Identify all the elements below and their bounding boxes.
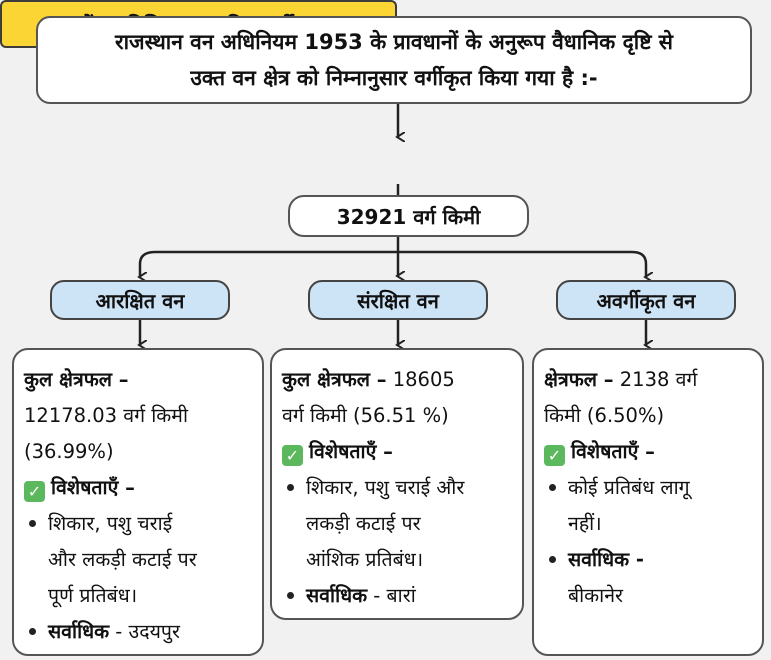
intro-line-2: उक्त वन क्षेत्र को निम्नानुसार वर्गीकृत किया गया है :- [190,66,598,90]
feature-item: शिकार, पशु चराई और लकड़ी कटाई पर आंशिक प्रतिबंध। [306,470,512,578]
feature-item: शिकार, पशु चराई और लकड़ी कटाई पर पूर्ण प्रतिबंध। [48,506,252,614]
feature-item: कोई प्रतिबंध लागू नहीं। [568,470,752,542]
area-percent: (36.99%) [24,440,114,463]
area-percent: किमी (6.50%) [544,404,665,427]
intro-line-1: राजस्थान वन अधिनियम 1953 के प्रावधानों के अनुरूप वैधानिक दृष्टि से [114,30,673,54]
branch-right [398,252,646,277]
max-label: सर्वाधिक [48,620,110,643]
card-unclassified-forest [532,348,764,656]
category-unclassified-forest: अवर्गीकृत वन [556,280,736,320]
max-item [568,542,752,614]
area-value: 2138 वर्ग [619,368,698,391]
total-area-box: 32921 वर्ग किमी [288,195,529,237]
intro-box [36,16,752,104]
check-icon: ✓ [24,481,45,502]
area-label: कुल क्षेत्रफल – [282,368,387,391]
max-item [306,578,512,614]
features-label: विशेषताएँ – [309,440,393,463]
area-value-line: 12178.03 वर्ग किमी [24,404,188,427]
features-label: विशेषताएँ – [51,476,135,499]
area-label: कुल क्षेत्रफल – [24,368,129,391]
feature-list [544,470,752,614]
branch-left [140,252,398,277]
features-label: विशेषताएँ – [571,440,655,463]
check-icon: ✓ [282,445,303,466]
max-label: सर्वाधिक - [568,548,644,571]
card-reserved-forest [12,348,264,656]
category-protected-forest: संरक्षित वन [308,280,488,320]
area-value: 18605 [392,368,455,391]
max-item [48,614,252,650]
max-value: बीकानेर [568,584,624,607]
area-percent: वर्ग किमी (56.51 %) [282,404,449,427]
area-label: क्षेत्रफल – [544,368,614,391]
max-value: - बारां [373,584,416,607]
feature-list [282,470,512,614]
max-label: सर्वाधिक [306,584,368,607]
check-icon: ✓ [544,445,565,466]
max-value: - उदयपुर [115,620,180,643]
feature-list [24,506,252,650]
card-protected-forest [270,348,524,620]
category-reserved-forest: आरक्षित वन [50,280,230,320]
